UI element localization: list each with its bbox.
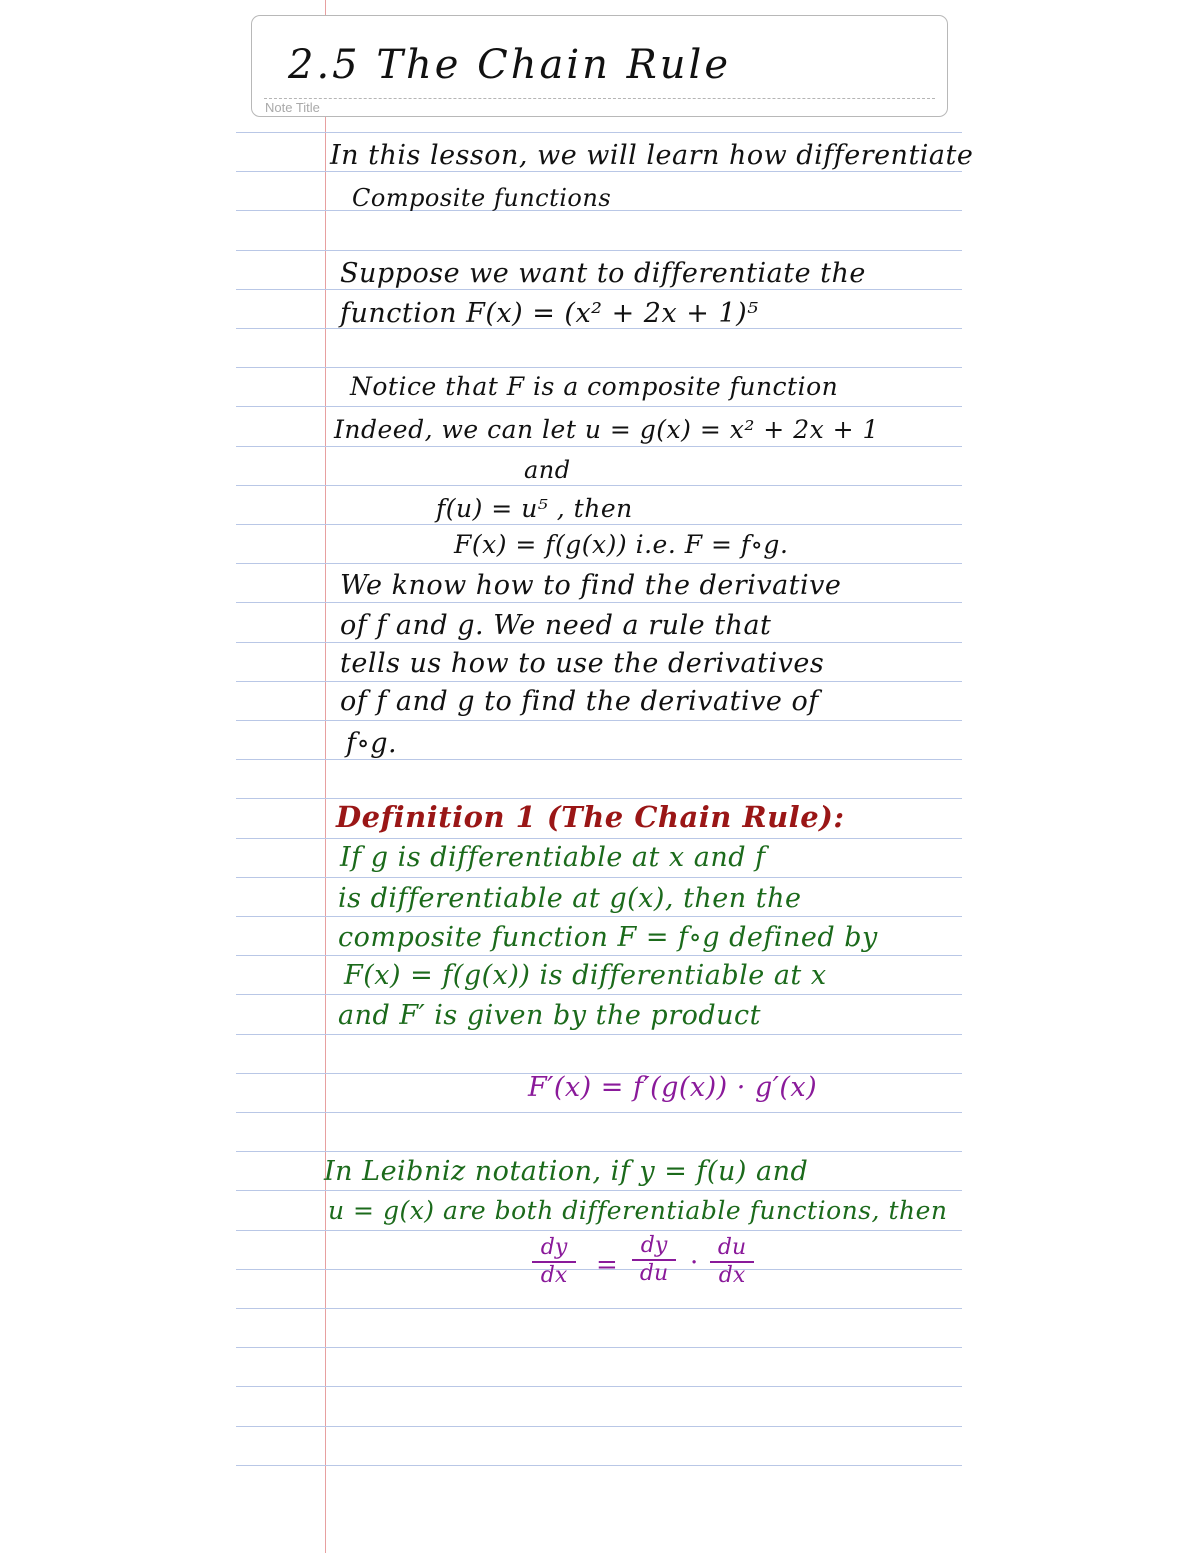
margin-line [325, 0, 326, 1553]
denominator: dx [718, 1263, 746, 1288]
rule-line [236, 642, 962, 643]
rule-line [236, 1190, 962, 1191]
know-line-4: of f and g to find the derivative of [340, 686, 819, 717]
numerator: dy [540, 1235, 568, 1260]
rule-line [236, 171, 962, 172]
denominator: du [639, 1261, 669, 1286]
equals-sign: = [596, 1250, 618, 1280]
dot-operator: · [690, 1248, 699, 1278]
rule-line [236, 1426, 962, 1427]
rule-line [236, 524, 962, 525]
rule-line [236, 1230, 962, 1231]
notice-line-4: f(u) = u⁵ , then [436, 494, 633, 523]
chain-rule-formula: F′(x) = f′(g(x)) · g′(x) [528, 1072, 818, 1103]
fraction-dy-dx [532, 1236, 576, 1288]
rule-line [236, 1151, 962, 1152]
suppose-line-2: function F(x) = (x² + 2x + 1)⁵ [340, 298, 759, 329]
rule-line [236, 367, 962, 368]
definition-line-4: F(x) = f(g(x)) is differentiable at x [344, 960, 827, 991]
definition-heading: Definition 1 (The Chain Rule): [336, 800, 845, 834]
definition-line-3: composite function F = f∘g defined by [338, 922, 878, 953]
fraction-du-dx [710, 1236, 754, 1288]
notice-line-1: Notice that F is a composite function [350, 372, 839, 401]
definition-line-2: is differentiable at g(x), then the [338, 883, 802, 914]
rule-line [236, 916, 962, 917]
denominator: dx [540, 1263, 568, 1288]
know-line-1: We know how to find the derivative [340, 570, 842, 601]
rule-line [236, 759, 962, 760]
intro-line-2: Composite functions [352, 184, 612, 212]
know-line-2: of f and g. We need a rule that [340, 610, 772, 641]
notice-line-3: and [524, 456, 571, 484]
rule-line [236, 1034, 962, 1035]
note-title-box[interactable] [251, 15, 948, 117]
rule-line [236, 877, 962, 878]
page-title: 2.5 The Chain Rule [288, 42, 731, 88]
leibniz-line-1: In Leibniz notation, if y = f(u) and [324, 1156, 809, 1187]
definition-line-5: and F′ is given by the product [338, 1000, 762, 1031]
rule-line [236, 132, 962, 133]
rule-line [236, 955, 962, 956]
title-divider [264, 98, 935, 99]
rule-line [236, 1347, 962, 1348]
numerator: du [717, 1235, 747, 1260]
leibniz-line-2: u = g(x) are both differentiable functions, then [328, 1196, 948, 1225]
fraction-dy-du [632, 1234, 676, 1286]
intro-line-1: In this lesson, we will learn how differentiate [330, 140, 974, 171]
definition-line-1: If g is differentiable at x and f [340, 842, 766, 873]
rule-line [236, 798, 962, 799]
rule-line [236, 720, 962, 721]
notice-line-5: F(x) = f(g(x)) i.e. F = f∘g. [454, 530, 789, 559]
rule-line [236, 838, 962, 839]
rule-line [236, 485, 962, 486]
rule-line [236, 406, 962, 407]
rule-line [236, 446, 962, 447]
rule-line [236, 1465, 962, 1466]
suppose-line-1: Suppose we want to differentiate the [340, 258, 866, 289]
note-title-caption: Note Title [265, 100, 320, 115]
know-line-5: f∘g. [346, 728, 398, 759]
rule-line [236, 1308, 962, 1309]
notice-line-2: Indeed, we can let u = g(x) = x² + 2x + 1 [334, 415, 879, 444]
rule-line [236, 681, 962, 682]
rule-line [236, 994, 962, 995]
rule-line [236, 250, 962, 251]
know-line-3: tells us how to use the derivatives [340, 648, 825, 679]
rule-line [236, 289, 962, 290]
rule-line [236, 602, 962, 603]
rule-line [236, 563, 962, 564]
numerator: dy [640, 1233, 668, 1258]
rule-line [236, 1386, 962, 1387]
rule-line [236, 1112, 962, 1113]
